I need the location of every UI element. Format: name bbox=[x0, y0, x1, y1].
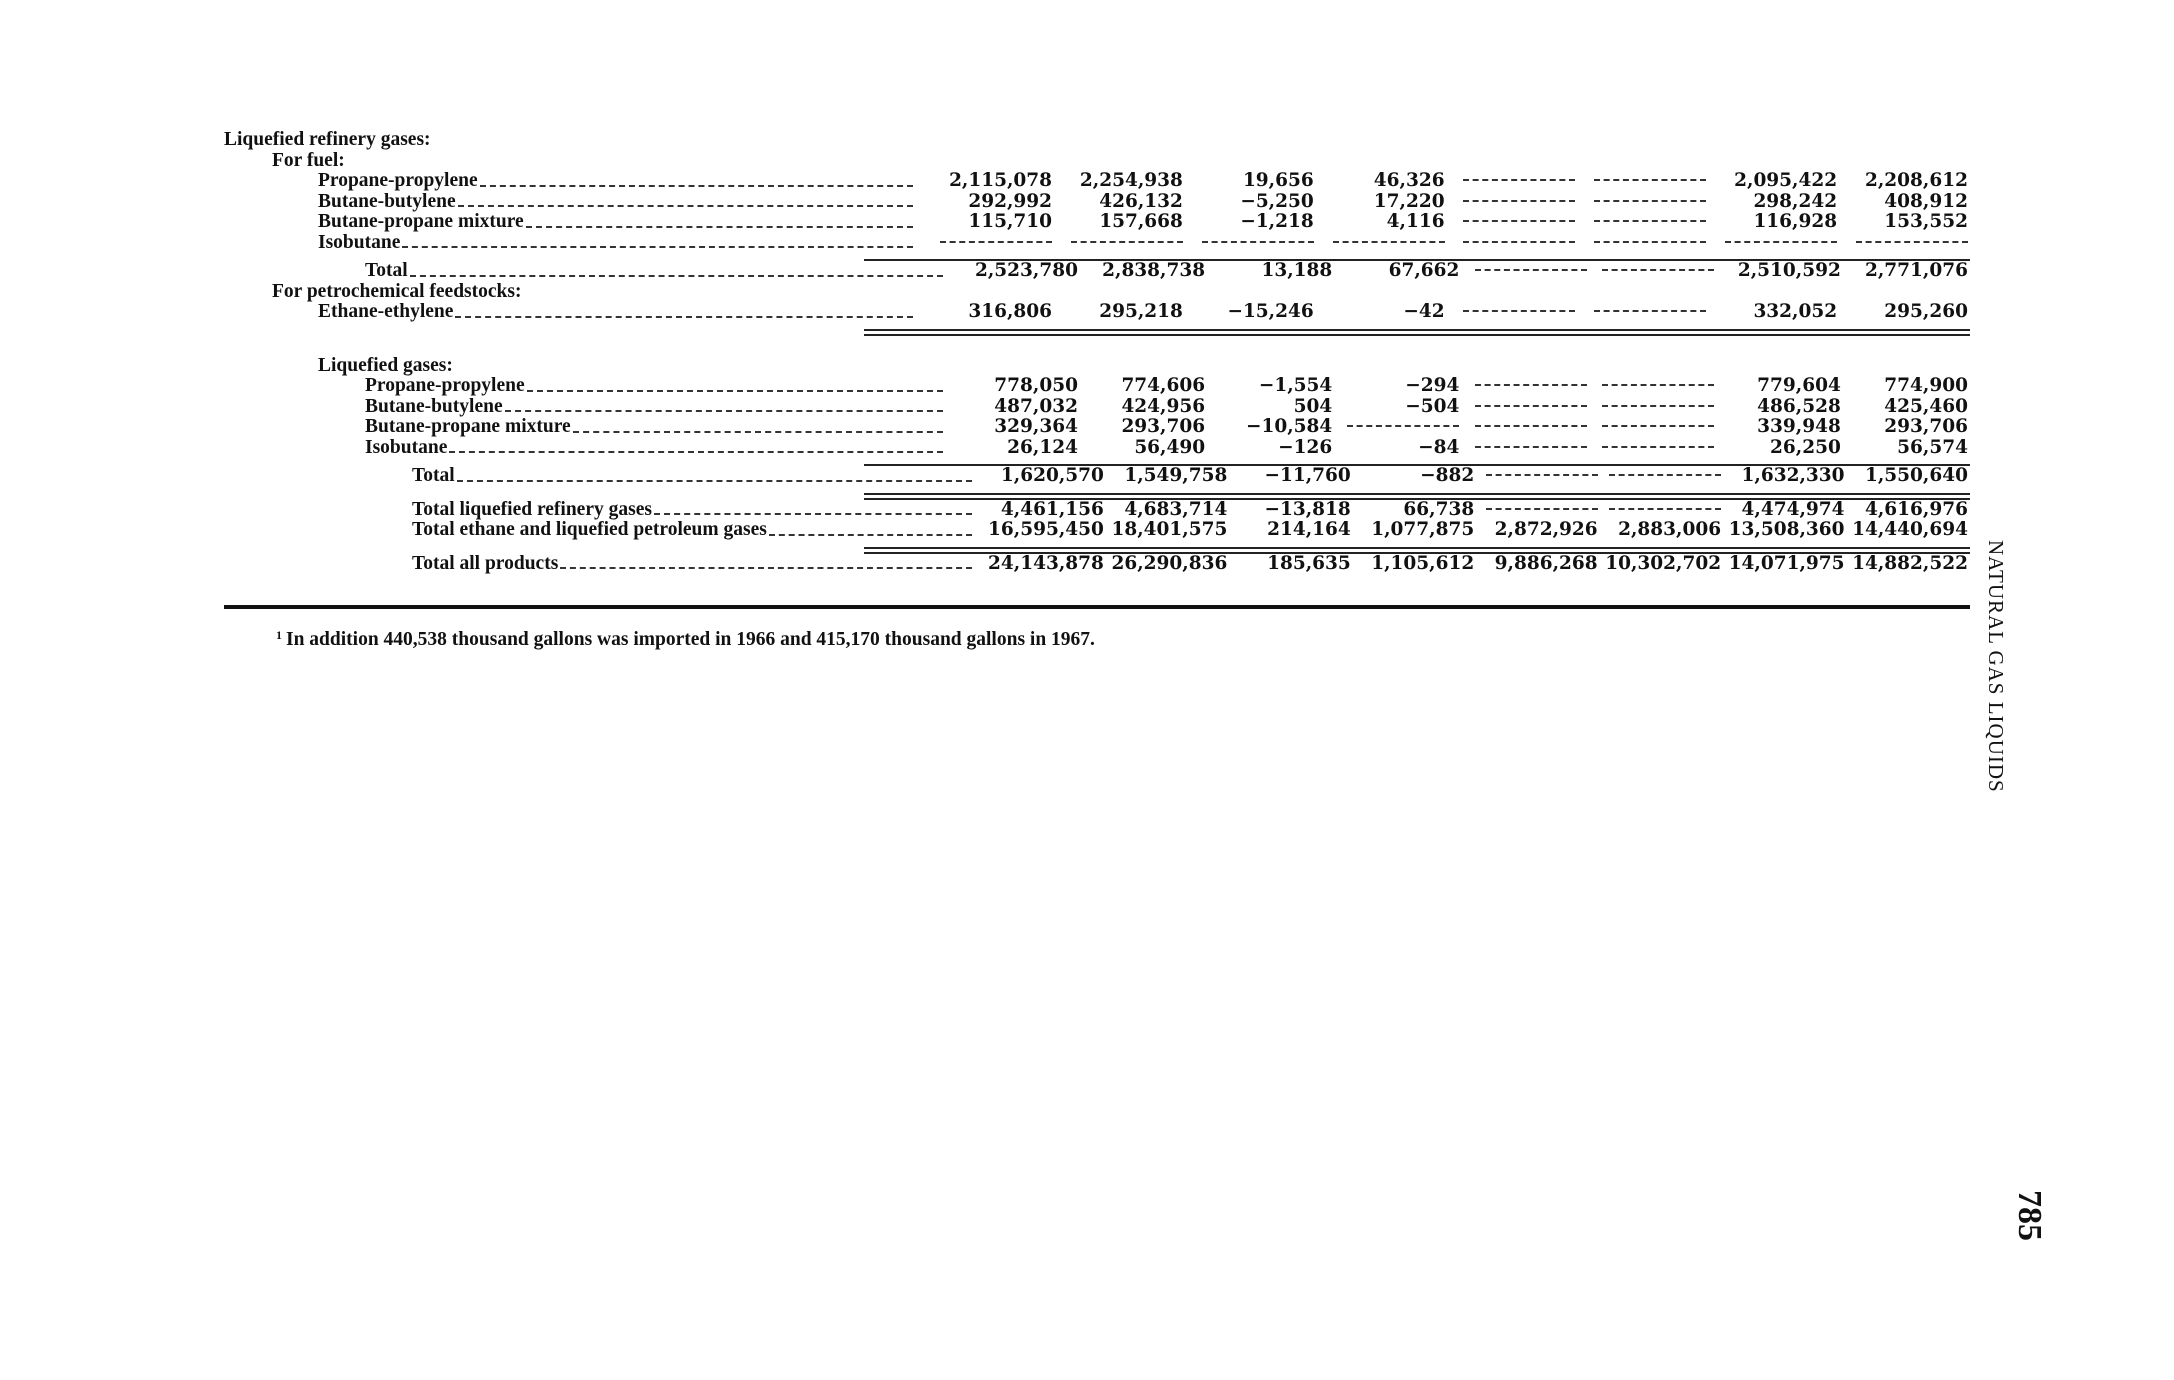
value-cell: 19,656 bbox=[1242, 170, 1314, 191]
value-cell: −13,818 bbox=[1264, 498, 1351, 520]
value-cell: 67,662 bbox=[1388, 260, 1460, 281]
value-cell: 66,738 bbox=[1403, 498, 1475, 520]
row-label: Total liquefied refinery gases bbox=[412, 499, 652, 520]
row-gap bbox=[224, 336, 1970, 356]
row-label: For fuel: bbox=[272, 150, 345, 171]
row-label: Isobutane bbox=[365, 437, 448, 458]
value-cell: −15,246 bbox=[1227, 301, 1314, 322]
row-label: Butane-butylene bbox=[318, 191, 456, 212]
value-cell bbox=[1589, 261, 1716, 282]
row-label-cell bbox=[224, 130, 864, 151]
value-cell: 2,095,422 bbox=[1734, 170, 1838, 191]
table-row bbox=[224, 376, 1970, 397]
value-cell: 1,632,330 bbox=[1741, 465, 1845, 486]
table-row bbox=[224, 261, 1970, 282]
page-number: 785 bbox=[2011, 1190, 2048, 1241]
row-label-cell bbox=[224, 212, 923, 233]
value-cell: 408,912 bbox=[1884, 190, 1968, 212]
row-label-cell bbox=[224, 554, 982, 575]
row-label-cell bbox=[224, 397, 953, 418]
value-cell: 1,620,570 bbox=[1000, 465, 1104, 486]
value-cell bbox=[1476, 500, 1599, 521]
footnote-marker: 1 bbox=[276, 628, 282, 642]
value-cell: 2,771,076 bbox=[1864, 260, 1968, 281]
value-cell: 153,552 bbox=[1884, 211, 1968, 232]
leader-dots bbox=[527, 390, 943, 392]
leader-dots bbox=[573, 431, 943, 433]
row-label-cell bbox=[224, 356, 958, 377]
section-heading-row bbox=[224, 356, 1970, 377]
value-cell bbox=[1577, 302, 1708, 323]
leader-dots bbox=[480, 185, 914, 187]
table-bottom-rule bbox=[224, 605, 1970, 609]
value-cell: 295,218 bbox=[1099, 301, 1183, 322]
value-cell bbox=[1589, 397, 1716, 418]
value-cell: 115,710 bbox=[968, 211, 1053, 232]
value-cell bbox=[1708, 233, 1839, 254]
value-cell: 779,604 bbox=[1757, 375, 1841, 396]
value-cell: 46,326 bbox=[1373, 170, 1445, 191]
value-cell bbox=[1577, 233, 1708, 254]
leader-dots bbox=[410, 275, 943, 277]
value-cell bbox=[1461, 261, 1588, 282]
value-cell: 4,616,976 bbox=[1864, 498, 1968, 520]
value-cell: 1,550,640 bbox=[1864, 465, 1968, 486]
value-cell bbox=[1577, 212, 1708, 233]
value-cell: 487,032 bbox=[994, 395, 1078, 417]
row-label: Total all products bbox=[412, 553, 559, 574]
value-cell: 56,490 bbox=[1134, 436, 1206, 458]
value-cell: −5,250 bbox=[1240, 190, 1314, 212]
value-cell bbox=[1447, 192, 1578, 213]
value-cell bbox=[1461, 397, 1588, 418]
value-cell bbox=[1589, 376, 1716, 397]
value-cell: −1,218 bbox=[1240, 211, 1314, 232]
value-cell: 4,116 bbox=[1386, 211, 1445, 232]
value-cell: −11,760 bbox=[1264, 465, 1351, 486]
table-row bbox=[224, 171, 1970, 192]
row-label-cell bbox=[224, 376, 953, 397]
value-cell: 486,528 bbox=[1757, 395, 1841, 417]
data-table bbox=[224, 130, 1970, 574]
value-cell: 10,302,702 bbox=[1605, 552, 1722, 574]
value-cell bbox=[1839, 233, 1970, 254]
value-cell: 116,928 bbox=[1753, 211, 1838, 232]
table-row bbox=[224, 438, 1970, 459]
leader-dots bbox=[769, 534, 973, 536]
row-label: Total bbox=[365, 261, 408, 281]
value-cell bbox=[1461, 438, 1588, 459]
table-row bbox=[224, 302, 1970, 323]
value-cell bbox=[1461, 376, 1588, 397]
row-label-cell bbox=[224, 233, 923, 254]
section-heading-row bbox=[224, 130, 1970, 151]
value-cell: 1,077,875 bbox=[1371, 519, 1475, 540]
value-cell: 13,188 bbox=[1261, 260, 1333, 281]
leader-dots bbox=[505, 410, 943, 412]
value-cell bbox=[1600, 466, 1723, 487]
row-label-cell bbox=[224, 192, 923, 213]
row-label: For petrochemical feedstocks: bbox=[272, 281, 522, 302]
value-cell: −882 bbox=[1420, 465, 1475, 486]
table-row bbox=[224, 417, 1970, 438]
value-cell: −504 bbox=[1405, 395, 1460, 417]
value-cell bbox=[923, 233, 1054, 254]
value-cell: 2,254,938 bbox=[1079, 170, 1183, 191]
leader-dots bbox=[455, 316, 913, 318]
value-cell: 24,143,878 bbox=[988, 552, 1104, 574]
row-label: Butane-butylene bbox=[365, 396, 503, 417]
value-cell bbox=[1600, 500, 1723, 521]
value-cell: 332,052 bbox=[1753, 301, 1838, 322]
value-cell: 426,132 bbox=[1099, 190, 1183, 212]
running-head: NATURAL GAS LIQUIDS bbox=[1984, 540, 2008, 793]
value-cell bbox=[1476, 466, 1599, 487]
value-cell: 504 bbox=[1293, 395, 1333, 417]
leader-dots bbox=[449, 451, 942, 453]
value-cell: 774,606 bbox=[1121, 375, 1206, 396]
value-cell bbox=[1447, 302, 1578, 323]
footnote bbox=[276, 628, 1095, 651]
row-label: Propane-propylene bbox=[365, 376, 525, 396]
table-row bbox=[224, 500, 1970, 521]
table-row bbox=[224, 212, 1970, 233]
row-label-cell bbox=[224, 417, 953, 438]
value-cell: 4,474,974 bbox=[1741, 498, 1845, 520]
value-cell: −1,554 bbox=[1258, 375, 1333, 396]
value-cell: 774,900 bbox=[1884, 375, 1968, 396]
leader-dots bbox=[654, 513, 973, 515]
row-label-cell bbox=[224, 282, 912, 303]
value-cell: 9,886,268 bbox=[1494, 552, 1598, 574]
value-cell: 26,124 bbox=[1007, 436, 1078, 458]
row-label-cell bbox=[224, 261, 953, 282]
table-row bbox=[224, 466, 1970, 487]
leader-dots bbox=[457, 480, 973, 482]
value-cell: 26,290,836 bbox=[1111, 552, 1228, 574]
value-cell: 14,882,522 bbox=[1852, 552, 1968, 574]
value-cell: 4,461,156 bbox=[1000, 498, 1104, 520]
section-heading-row bbox=[224, 151, 1970, 172]
value-cell: 185,635 bbox=[1267, 552, 1351, 574]
value-cell: 298,242 bbox=[1753, 190, 1838, 212]
value-cell: 56,574 bbox=[1897, 436, 1968, 458]
value-cell: −294 bbox=[1405, 375, 1460, 396]
value-cell: 339,948 bbox=[1757, 416, 1841, 437]
value-cell: 2,115,078 bbox=[949, 170, 1053, 191]
row-label-cell bbox=[224, 302, 923, 323]
leader-dots bbox=[402, 246, 913, 248]
row-label: Ethane-ethylene bbox=[318, 302, 454, 322]
value-cell: 424,956 bbox=[1121, 395, 1206, 417]
row-label: Butane-propane mixture bbox=[318, 212, 524, 232]
leader-dots bbox=[458, 205, 914, 207]
value-cell: 295,260 bbox=[1884, 301, 1968, 322]
value-cell: −10,584 bbox=[1245, 416, 1333, 437]
value-cell: 2,523,780 bbox=[974, 260, 1078, 281]
value-cell: 293,706 bbox=[1121, 416, 1206, 437]
value-cell bbox=[1334, 417, 1461, 438]
row-label: Isobutane bbox=[318, 232, 401, 253]
table-row bbox=[224, 520, 1970, 541]
value-cell bbox=[1447, 233, 1578, 254]
value-cell: 14,071,975 bbox=[1728, 552, 1845, 574]
table-row bbox=[224, 192, 1970, 213]
double-rule bbox=[864, 329, 1970, 336]
value-cell: 2,872,926 bbox=[1494, 519, 1598, 540]
value-cell: 2,510,592 bbox=[1737, 260, 1841, 281]
value-cell: 16,595,450 bbox=[988, 519, 1104, 540]
value-cell: 1,105,612 bbox=[1371, 552, 1475, 574]
value-cell: 2,883,006 bbox=[1618, 519, 1722, 540]
value-cell: 13,508,360 bbox=[1728, 519, 1845, 540]
value-cell: 316,806 bbox=[968, 301, 1053, 322]
table-row bbox=[224, 233, 1970, 254]
row-label-cell bbox=[224, 466, 982, 487]
row-label: Butane-propane mixture bbox=[365, 417, 571, 437]
value-cell: 4,683,714 bbox=[1124, 498, 1228, 520]
value-cell bbox=[1589, 438, 1716, 459]
leader-dots bbox=[560, 567, 972, 569]
value-cell: 2,838,738 bbox=[1102, 260, 1206, 281]
row-label: Liquefied gases: bbox=[318, 355, 453, 376]
value-cell: 778,050 bbox=[994, 375, 1078, 396]
table-row bbox=[224, 554, 1970, 575]
row-label-cell bbox=[224, 151, 912, 172]
row-label-cell bbox=[224, 520, 982, 541]
row-label-cell bbox=[224, 438, 953, 459]
value-cell: 329,364 bbox=[994, 416, 1078, 437]
value-cell: −42 bbox=[1403, 301, 1445, 322]
value-cell bbox=[1447, 212, 1578, 233]
row-label-cell bbox=[224, 500, 982, 521]
value-cell: 293,706 bbox=[1884, 416, 1968, 437]
value-cell: −84 bbox=[1418, 436, 1460, 458]
value-cell: 18,401,575 bbox=[1111, 519, 1228, 540]
value-cell: 17,220 bbox=[1373, 190, 1445, 212]
value-cell bbox=[1577, 171, 1708, 192]
leader-dots bbox=[526, 226, 914, 228]
value-cell: 1,549,758 bbox=[1124, 465, 1228, 486]
row-label: Propane-propylene bbox=[318, 171, 478, 191]
value-cell bbox=[1054, 233, 1185, 254]
row-label-cell bbox=[224, 171, 923, 192]
value-cell bbox=[1577, 192, 1708, 213]
value-cell: −126 bbox=[1278, 436, 1333, 458]
value-cell: 2,208,612 bbox=[1864, 170, 1968, 191]
value-cell: 157,668 bbox=[1099, 211, 1183, 232]
value-cell: 214,164 bbox=[1267, 519, 1351, 540]
row-label: Total ethane and liquefied petroleum gases bbox=[412, 520, 767, 540]
value-cell bbox=[1316, 233, 1447, 254]
section-heading-row bbox=[224, 282, 1970, 303]
table-row bbox=[224, 397, 1970, 418]
value-cell bbox=[1447, 171, 1578, 192]
value-cell bbox=[1185, 233, 1316, 254]
value-cell: 14,440,694 bbox=[1852, 519, 1968, 540]
footnote-text: In addition 440,538 thousand gallons was imported in 1966 and 415,170 thousand gallons in 1967. bbox=[286, 629, 1095, 650]
value-cell: 425,460 bbox=[1884, 395, 1968, 417]
row-label: Liquefied refinery gases: bbox=[224, 130, 431, 150]
row-label: Total bbox=[412, 466, 455, 486]
value-cell bbox=[1589, 417, 1716, 438]
value-cell: 292,992 bbox=[968, 190, 1053, 212]
value-cell: 26,250 bbox=[1770, 436, 1841, 458]
value-cell bbox=[1461, 417, 1588, 438]
